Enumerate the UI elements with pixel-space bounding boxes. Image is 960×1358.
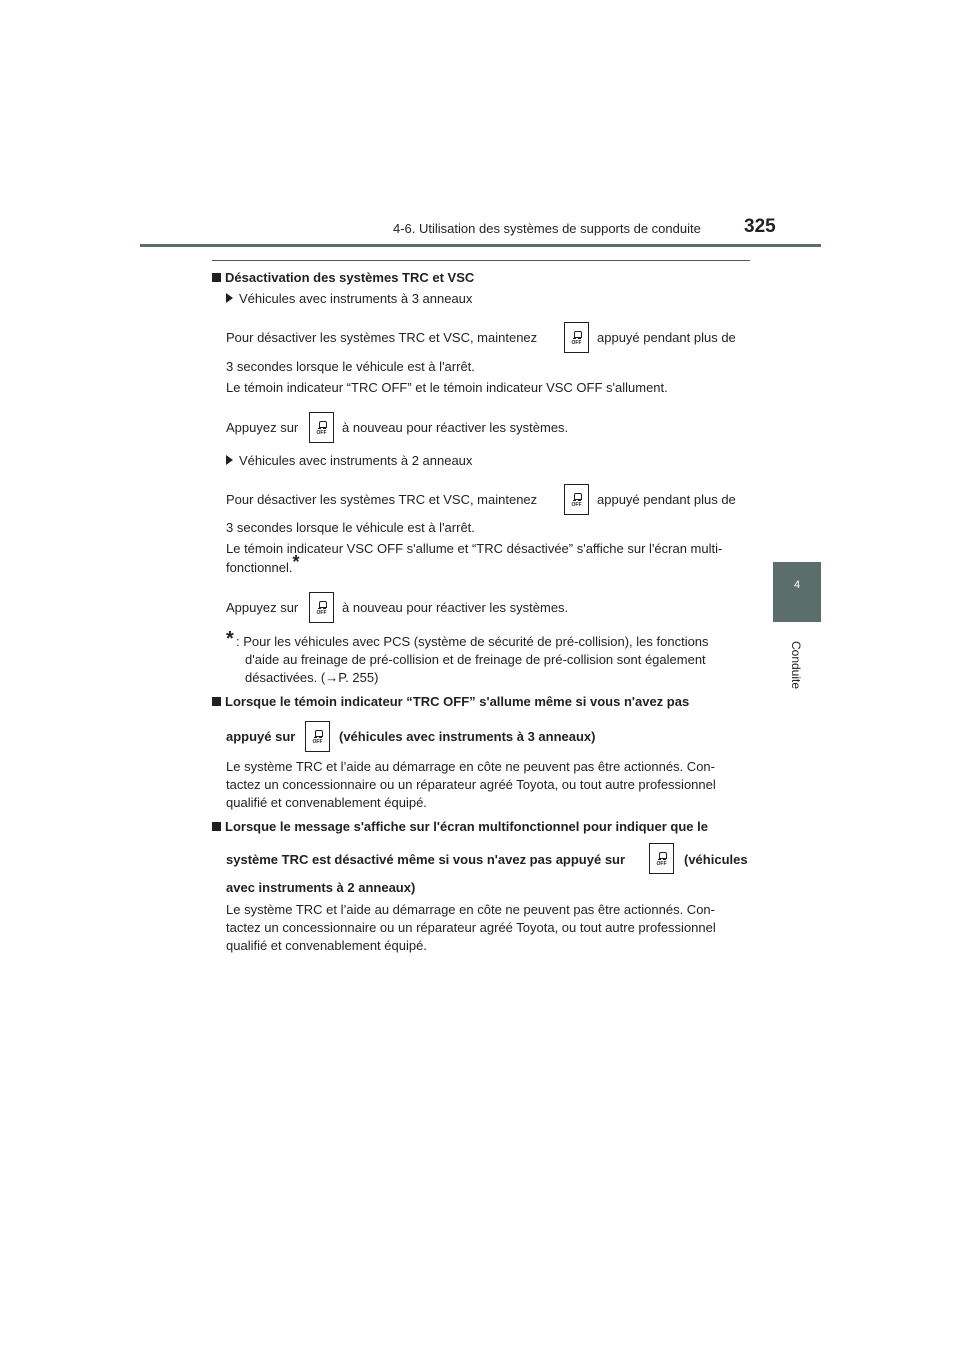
footnote-line: d'aide au freinage de pré-collision et de freinage de pré-collision sont également <box>245 652 706 667</box>
section-heading-disable <box>212 268 474 288</box>
vsc-off-button-icon: OFF <box>309 412 334 443</box>
chapter-tab <box>773 562 821 622</box>
chapter-label: Conduite <box>789 640 803 690</box>
heading-line: avec instruments à 2 anneaux) <box>226 880 416 895</box>
triangle-bullet-icon <box>226 455 233 465</box>
para-line: appuyé pendant plus de <box>597 330 736 345</box>
chapter-label-container <box>776 630 816 700</box>
body-line: tactez un concessionnaire ou un réparateur agréé Toyota, ou tout autre professionnel <box>226 920 716 935</box>
header-rule <box>140 244 821 247</box>
body-line: Le système TRC et l’aide au démarrage en côte ne peuvent pas être actionnés. Con- <box>226 759 715 774</box>
para-line: 3 secondes lorsque le véhicule est à l'arrêt. <box>226 520 475 535</box>
heading-line: appuyé sur <box>226 729 296 744</box>
triangle-bullet-icon <box>226 293 233 303</box>
subheading-text: Véhicules avec instruments à 3 anneaux <box>239 291 473 306</box>
subheading-2-rings <box>226 451 472 471</box>
square-bullet-icon <box>212 697 221 706</box>
heading-line: système TRC est désactivé même si vous n'avez pas appuyé sur <box>226 852 626 867</box>
square-bullet-icon <box>212 273 221 282</box>
para-line: à nouveau pour réactiver les systèmes. <box>342 420 569 435</box>
chapter-number: 4 <box>793 579 801 591</box>
para-line: Appuyez sur <box>226 600 299 615</box>
para-line: Le témoin indicateur “TRC OFF” et le témoin indicateur VSC OFF s'allument. <box>226 380 668 395</box>
footnote-mark: * <box>292 552 300 572</box>
heading-line: (véhicules avec instruments à 3 anneaux) <box>339 729 596 744</box>
para-line: à nouveau pour réactiver les systèmes. <box>342 600 569 615</box>
heading-text: Lorsque le message s'affiche sur l'écran multifonctionnel pour indiquer que le <box>225 819 708 834</box>
footnote-line: désactivées. (→P. 255) <box>245 670 379 685</box>
vsc-off-button-icon: OFF <box>649 843 674 874</box>
heading-text: Désactivation des systèmes TRC et VSC <box>225 270 475 285</box>
subheading-text: Véhicules avec instruments à 2 anneaux <box>239 453 473 468</box>
para-line: fonctionnel.* <box>226 552 300 575</box>
para-line: Appuyez sur <box>226 420 299 435</box>
content-rule <box>212 260 750 261</box>
vsc-off-button-icon: OFF <box>309 592 334 623</box>
body-line: Le système TRC et l’aide au démarrage en côte ne peuvent pas être actionnés. Con- <box>226 902 715 917</box>
para-line: Pour désactiver les systèmes TRC et VSC, maintenez <box>226 330 538 345</box>
body-line: tactez un concessionnaire ou un réparateur agréé Toyota, ou tout autre professionnel <box>226 777 716 792</box>
body-line: qualifié et convenablement équipé. <box>226 795 427 810</box>
subheading-3-rings <box>226 289 472 309</box>
heading-line: (véhicules <box>684 852 748 867</box>
footnote-star: * <box>226 628 234 650</box>
para-line: Pour désactiver les systèmes TRC et VSC, maintenez <box>226 492 538 507</box>
para-line: 3 secondes lorsque le véhicule est à l'arrêt. <box>226 359 475 374</box>
vsc-off-button-icon: OFF <box>305 721 330 752</box>
footnote-line: : Pour les véhicules avec PCS (système de sécurité de pré-collision), les fonctions <box>236 634 709 649</box>
para-line: appuyé pendant plus de <box>597 492 736 507</box>
vsc-off-button-icon: OFF <box>564 484 589 515</box>
square-bullet-icon <box>212 822 221 831</box>
vsc-off-button-icon: OFF <box>564 322 589 353</box>
page-number: 325 <box>744 216 776 237</box>
section-title: 4-6. Utilisation des systèmes de supports de conduite <box>393 221 701 236</box>
heading-text: Lorsque le témoin indicateur “TRC OFF” s'allume même si vous n'avez pas <box>225 694 690 709</box>
section-heading-trc-off <box>212 692 689 712</box>
section-heading-message <box>212 817 708 837</box>
body-line: qualifié et convenablement équipé. <box>226 938 427 953</box>
para-line: Le témoin indicateur VSC OFF s'allume et “TRC désactivée” s'affiche sur l'écran multi- <box>226 541 723 556</box>
